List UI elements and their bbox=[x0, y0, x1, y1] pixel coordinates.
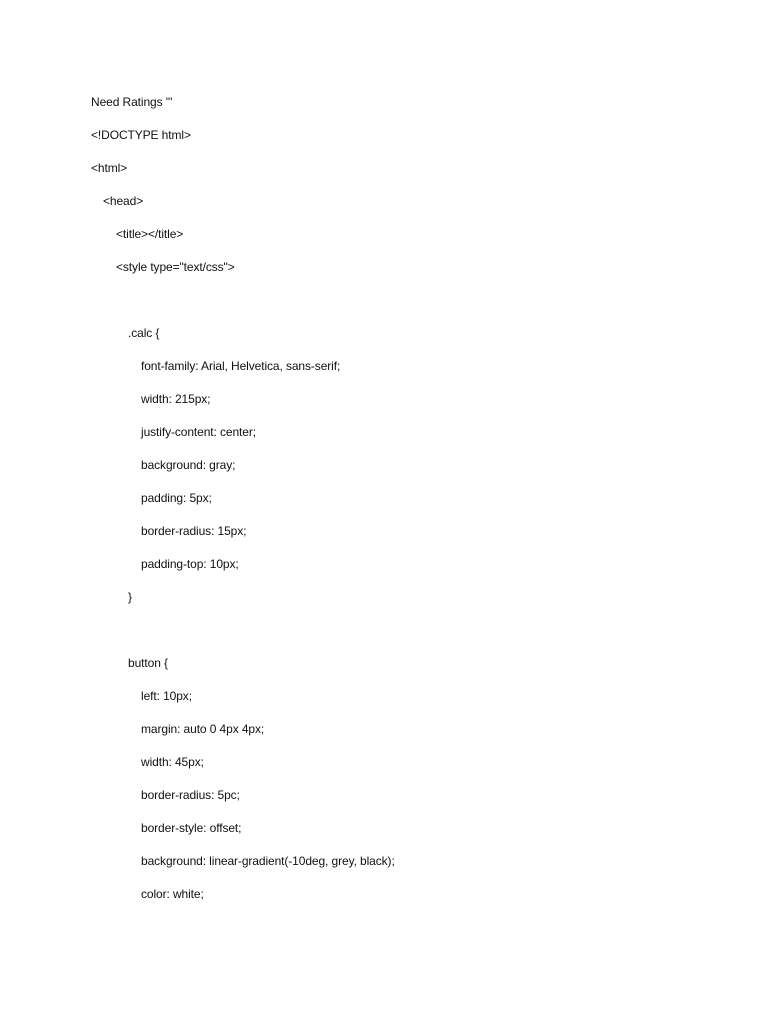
code-line-title: <title></title> bbox=[116, 227, 184, 241]
code-line-padding: padding: 5px; bbox=[141, 491, 212, 505]
code-line-doctype: <!DOCTYPE html> bbox=[91, 128, 191, 142]
code-line-html: <html> bbox=[91, 161, 128, 175]
code-line-font-family: font-family: Arial, Helvetica, sans-serif; bbox=[141, 359, 341, 373]
code-line-calc-open: .calc { bbox=[128, 326, 160, 340]
code-line-head: <head> bbox=[103, 194, 144, 208]
code-line-padding-top: padding-top: 10px; bbox=[141, 557, 239, 571]
code-line-radius: border-radius: 15px; bbox=[141, 524, 247, 538]
code-line-margin: margin: auto 0 4px 4px; bbox=[141, 722, 265, 736]
code-line-calc-close: } bbox=[128, 590, 132, 604]
code-line-btn-radius: border-radius: 5pc; bbox=[141, 788, 240, 802]
code-line-style: <style type="text/css"> bbox=[116, 260, 235, 274]
code-line-color: color: white; bbox=[141, 887, 204, 901]
code-line-btn-width: width: 45px; bbox=[141, 755, 204, 769]
code-line-width: width: 215px; bbox=[141, 392, 211, 406]
code-line-justify: justify-content: center; bbox=[141, 425, 256, 439]
code-line-border-style: border-style: offset; bbox=[141, 821, 242, 835]
code-line-btn-background: background: linear-gradient(-10deg, grey, black); bbox=[141, 854, 395, 868]
code-line-left: left: 10px; bbox=[141, 689, 192, 703]
heading-line: Need Ratings ''' bbox=[91, 95, 173, 109]
code-line-background: background: gray; bbox=[141, 458, 236, 472]
code-line-button-open: button { bbox=[128, 656, 168, 670]
